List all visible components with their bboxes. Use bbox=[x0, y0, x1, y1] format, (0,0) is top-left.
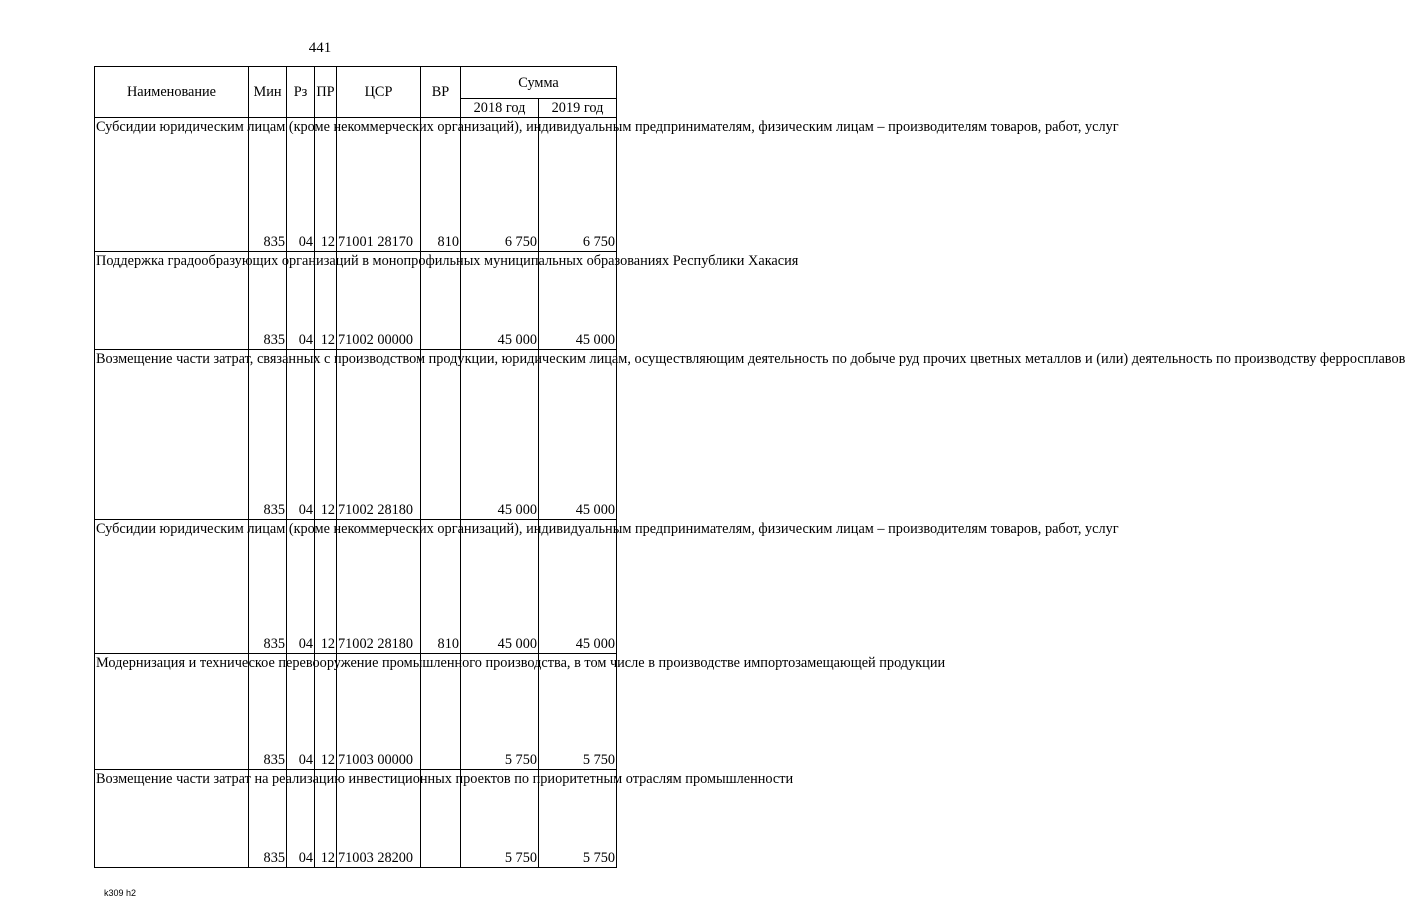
footer-code: k309 h2 bbox=[104, 888, 137, 898]
table-row bbox=[95, 770, 617, 868]
table-row bbox=[95, 252, 617, 350]
header-row bbox=[95, 67, 617, 99]
row-pr: 12 bbox=[315, 350, 337, 520]
row-2019: 6 750 bbox=[539, 118, 617, 252]
row-min: 835 bbox=[249, 350, 287, 520]
header-2019: 2019 год bbox=[539, 99, 617, 118]
row-rz: 04 bbox=[287, 520, 315, 654]
row-csr: 71003 28200 bbox=[337, 770, 421, 868]
row-name: Возмещение части затрат на реализацию инвестиционных проектов по приоритетным отраслям промышленности bbox=[95, 770, 249, 868]
row-pr: 12 bbox=[315, 654, 337, 770]
row-2018: 45 000 bbox=[461, 520, 539, 654]
row-min: 835 bbox=[249, 118, 287, 252]
header-csr: ЦСР bbox=[337, 67, 421, 118]
row-name: Возмещение части затрат, связанных с производством продукции, юридическим лицам, осуществляющим деятельность по добыче руд прочих цветных металлов и (или) деятельность по производству ферросплавов bbox=[95, 350, 249, 520]
row-vr bbox=[421, 350, 461, 520]
row-2019: 45 000 bbox=[539, 252, 617, 350]
row-2018: 5 750 bbox=[461, 654, 539, 770]
row-min: 835 bbox=[249, 520, 287, 654]
header-min: Мин bbox=[249, 67, 287, 118]
row-rz: 04 bbox=[287, 118, 315, 252]
row-min: 835 bbox=[249, 252, 287, 350]
row-rz: 04 bbox=[287, 770, 315, 868]
header-pr: ПР bbox=[315, 67, 337, 118]
row-pr: 12 bbox=[315, 118, 337, 252]
header-2018: 2018 год bbox=[461, 99, 539, 118]
table-row bbox=[95, 654, 617, 770]
row-csr: 71001 28170 bbox=[337, 118, 421, 252]
row-vr: 810 bbox=[421, 520, 461, 654]
row-2019: 45 000 bbox=[539, 520, 617, 654]
table-row bbox=[95, 118, 617, 252]
header-sum: Сумма bbox=[461, 67, 617, 99]
row-min: 835 bbox=[249, 770, 287, 868]
header-rz: Рз bbox=[287, 67, 315, 118]
row-2018: 45 000 bbox=[461, 350, 539, 520]
row-csr: 71002 28180 bbox=[337, 520, 421, 654]
row-name: Поддержка градообразующих организаций в монопрофильных муниципальных образованиях Республики Хакасия bbox=[95, 252, 249, 350]
row-name: Модернизация и техническое перевооружение промышленного производства, в том числе в производстве импортозамещающей продукции bbox=[95, 654, 249, 770]
row-csr: 71003 00000 bbox=[337, 654, 421, 770]
row-rz: 04 bbox=[287, 252, 315, 350]
row-csr: 71002 00000 bbox=[337, 252, 421, 350]
row-2018: 5 750 bbox=[461, 770, 539, 868]
row-2019: 5 750 bbox=[539, 654, 617, 770]
row-rz: 04 bbox=[287, 654, 315, 770]
row-2019: 45 000 bbox=[539, 350, 617, 520]
row-vr: 810 bbox=[421, 118, 461, 252]
row-min: 835 bbox=[249, 654, 287, 770]
row-pr: 12 bbox=[315, 770, 337, 868]
row-rz: 04 bbox=[287, 350, 315, 520]
row-2019: 5 750 bbox=[539, 770, 617, 868]
row-2018: 45 000 bbox=[461, 252, 539, 350]
header-vr: ВР bbox=[421, 67, 461, 118]
header-name: Наименование bbox=[95, 67, 249, 118]
row-pr: 12 bbox=[315, 252, 337, 350]
row-name: Субсидии юридическим лицам (кроме некоммерческих организаций), индивидуальным предпринимателям, физическим лицам – производителям товаров, работ, услуг bbox=[95, 118, 249, 252]
row-pr: 12 bbox=[315, 520, 337, 654]
row-csr: 71002 28180 bbox=[337, 350, 421, 520]
page-number: 441 bbox=[308, 40, 332, 56]
budget-table bbox=[94, 66, 1405, 868]
row-name: Субсидии юридическим лицам (кроме некоммерческих организаций), индивидуальным предпринимателям, физическим лицам – производителям товаров, работ, услуг bbox=[95, 520, 249, 654]
table-row bbox=[95, 520, 617, 654]
table-row bbox=[95, 350, 617, 520]
row-2018: 6 750 bbox=[461, 118, 539, 252]
